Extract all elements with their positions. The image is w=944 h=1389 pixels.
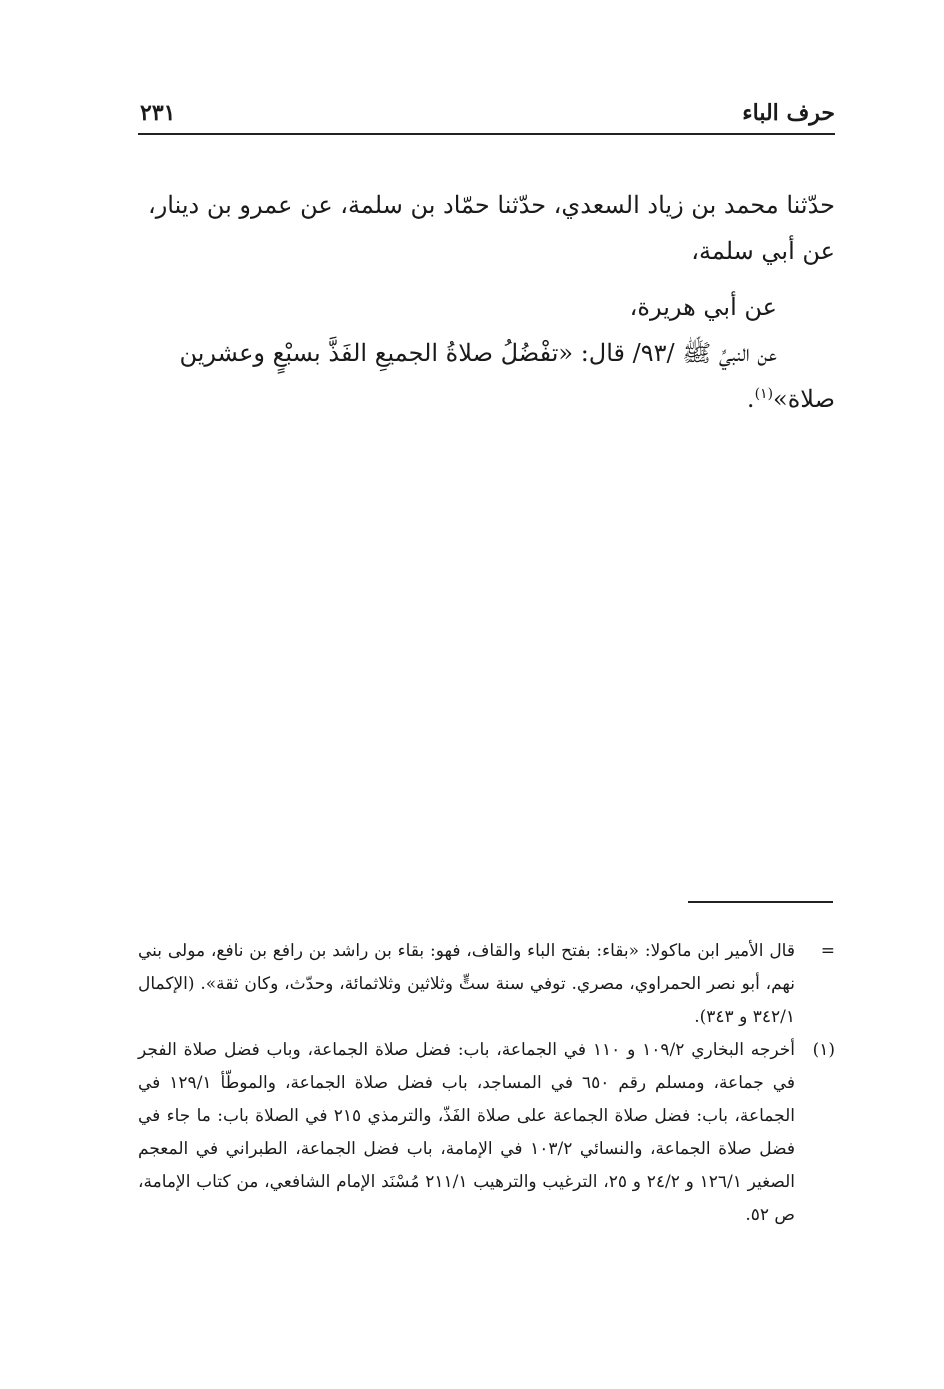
isnad-line: عن أبي هريرة،: [629, 293, 777, 321]
footnote-divider: [688, 901, 833, 903]
isnad-line: حدّثنا محمد بن زياد السعدي، حدّثنا حمّاد بن سلمة، عن عمرو بن دينار،: [147, 191, 835, 219]
hadith-matn-end: [138, 376, 835, 422]
chapter-title: حرف الباء: [742, 100, 835, 126]
header-divider: [138, 133, 835, 135]
page-number: ٢٣١: [140, 100, 176, 126]
isnad-line: عن أبي سلمة،: [691, 237, 835, 265]
main-text: [138, 182, 835, 422]
running-header: [138, 100, 835, 130]
footnotes: [138, 935, 835, 1232]
hadith-matn-text: صلاة»: [773, 385, 835, 413]
footnote-text: أخرجه البخاري ١٠٩/٢ و ١١٠ في الجماعة، باب: فضل صلاة الجماعة، وباب فضل صلاة الفجر في جماعة، ومسلم رقم ٦٥٠ في المساجد، باب فضل صلاة الجماعة، والموطّأ ١٢٩/١ في الجماعة، باب: فضل صلاة الجماعة على صلاة الفَذّ، والترمذي ٢١٥ في الصلاة باب: ما جاء في فضل صلاة الجماعة، والنسائي ١٠٣/٢ في الإمامة، باب فضل الجماعة، الطبراني في المعجم الصغير ١٢٦/١ و ٢٤/٢ و ٢٥، الترغيب والترهيب ٢١١/١ مُسْنَد الإمام الشافعي، من كتاب الإمامة، ص ٥٢.: [138, 1040, 796, 1225]
footnote-number: (١): [812, 1040, 835, 1060]
footnote-continued: [138, 935, 835, 1034]
footnote-1: [138, 1034, 835, 1232]
hadith-matn: عن النبيِّ ﷺ /٩٣/ قال: «تفْضُلُ صلاةُ الجميعِ الفَذَّ بسبْعٍ وعشرين: [179, 339, 777, 367]
footnote-text: قال الأمير ابن ماكولا: «بقاء: بفتح الباء والقاف، فهو: بقاء بن راشد بن رافع بن نافع، مولى بني نهم، أبو نصر الحمراوي، مصري. توفي سنة ستٍّ وثلاثين وثلاثمائة، وحدّث، وكان ثقة». (الإكمال ٣٤٢/١ و ٣٤٣).: [138, 941, 795, 1027]
continuation-marker: =: [820, 941, 835, 961]
footnote-reference[interactable]: (١): [754, 386, 774, 402]
sentence-end: .: [746, 385, 755, 413]
